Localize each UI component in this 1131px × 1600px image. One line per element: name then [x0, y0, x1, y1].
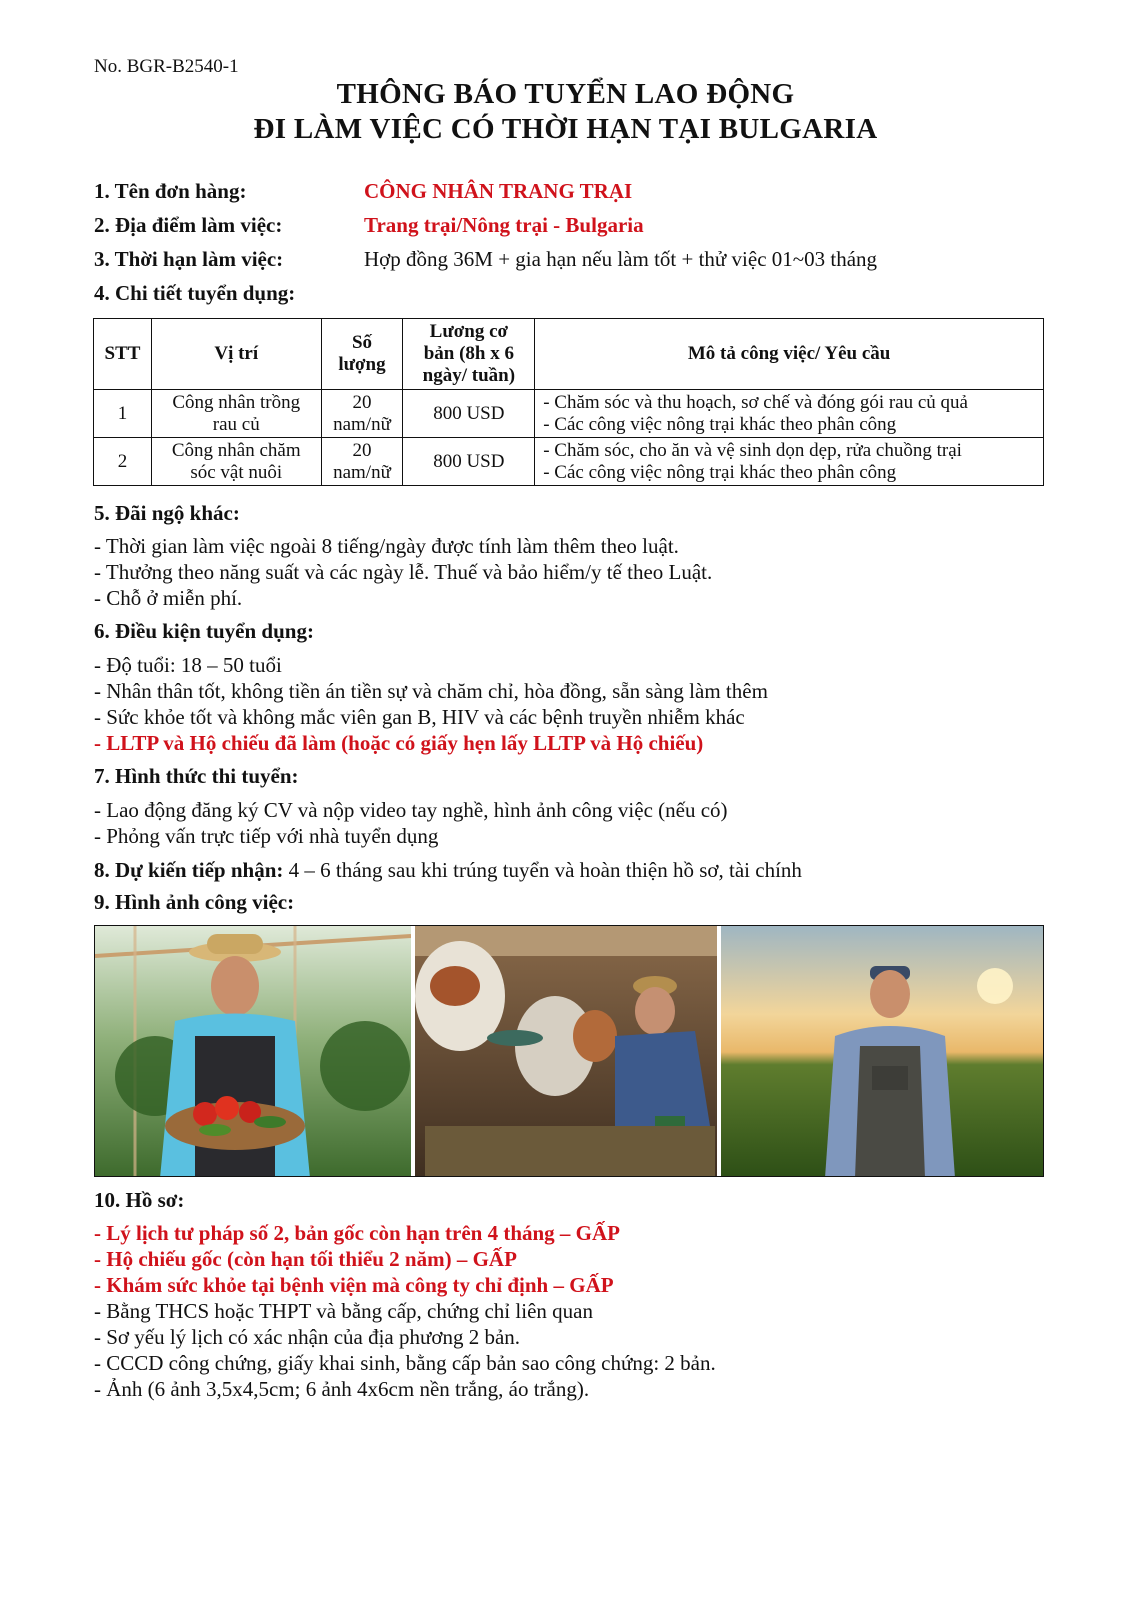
expected-label: 8. Dự kiến tiếp nhận:	[94, 858, 284, 882]
cell-salary: 800 USD	[403, 390, 535, 438]
exam-item: - Phỏng vấn trực tiếp với nhà tuyển dụng	[94, 824, 439, 848]
header-qty-line: Số	[351, 332, 373, 353]
title-line-1: THÔNG BÁO TUYỂN LAO ĐỘNG	[336, 78, 795, 110]
farmer-in-field-photo	[721, 926, 1044, 1177]
header-salary-line: bản (8h x 6	[423, 343, 514, 364]
work-term-row	[94, 246, 877, 272]
cell-line: - Chăm sóc, cho ăn và vệ sinh dọn dẹp, rửa chuồng trại	[543, 439, 962, 461]
cell-line: sóc vật nuôi	[190, 461, 283, 483]
work-photos	[95, 926, 1044, 1177]
exam-heading: 7. Hình thức thi tuyển:	[94, 764, 299, 788]
work-term-label: 3. Thời hạn làm việc:	[94, 247, 284, 271]
header-stt: STT	[94, 319, 152, 390]
cell-description	[535, 390, 1044, 438]
work-place-row	[94, 212, 644, 238]
farmer-feeding-cows-photo	[415, 926, 717, 1177]
order-name-label: 1. Tên đơn hàng:	[94, 179, 247, 203]
cell-position	[151, 438, 321, 486]
title-line-2: ĐI LÀM VIỆC CÓ THỜI HẠN TẠI BULGARIA	[253, 113, 878, 145]
document-urgent-item: - Lý lịch tư pháp số 2, bản gốc còn hạn trên 4 tháng – GẤP	[94, 1221, 621, 1245]
table-row	[94, 390, 1044, 438]
expected-row	[94, 857, 802, 883]
table-header-row	[94, 319, 1044, 390]
benefit-item: - Chỗ ở miễn phí.	[94, 586, 243, 610]
header-salary-line: ngày/ tuần)	[422, 365, 516, 386]
document-item: - Sơ yếu lý lịch có xác nhận của địa phương 2 bản.	[94, 1325, 521, 1349]
cell-line: nam/nữ	[333, 413, 391, 435]
cell-line: - Các công việc nông trại khác theo phân công	[543, 461, 897, 483]
header-position: Vị trí	[151, 319, 321, 390]
document-number: No. BGR-B2540-1	[94, 56, 239, 77]
expected-value: 4 – 6 tháng sau khi trúng tuyển và hoàn thiện hồ sơ, tài chính	[283, 858, 802, 882]
cell-line: 20	[352, 391, 372, 413]
cell-line: rau củ	[212, 413, 260, 435]
images-heading: 9. Hình ảnh công việc:	[94, 890, 295, 914]
header-qty	[321, 319, 403, 390]
cell-line: 20	[352, 439, 372, 461]
table-row	[94, 438, 1044, 486]
header-qty-line: lượng	[338, 354, 386, 375]
document-item: - CCCD công chứng, giấy khai sinh, bằng cấp bản sao công chứng: 2 bản.	[94, 1351, 716, 1375]
document-urgent-item: - Khám sức khỏe tại bệnh viện mà công ty chỉ định – GẤP	[94, 1273, 614, 1297]
recruitment-detail-heading: 4. Chi tiết tuyển dụng:	[94, 281, 296, 305]
farmer-with-vegetables-photo	[95, 926, 411, 1177]
header-salary-line: Lương cơ	[429, 321, 509, 342]
cell-description	[535, 438, 1044, 486]
condition-item: - Nhân thân tốt, không tiền án tiền sự và chăm chỉ, hòa đồng, sẵn sàng làm thêm	[94, 679, 768, 703]
document-item: - Ảnh (6 ảnh 3,5x4,5cm; 6 ảnh 4x6cm nền trắng, áo trắng).	[94, 1377, 590, 1401]
order-name-value: CÔNG NHÂN TRANG TRẠI	[364, 179, 633, 203]
header-salary	[403, 319, 535, 390]
work-photos-strip	[94, 925, 1044, 1177]
cell-position	[151, 390, 321, 438]
cell-stt: 1	[94, 390, 152, 438]
benefits-heading: 5. Đãi ngộ khác:	[94, 501, 240, 525]
cell-stt: 2	[94, 438, 152, 486]
cell-line: Công nhân chăm	[171, 439, 301, 461]
cell-salary: 800 USD	[403, 438, 535, 486]
document-urgent-item: - Hộ chiếu gốc (còn hạn tối thiểu 2 năm) – GẤP	[94, 1247, 517, 1271]
cell-qty	[321, 390, 403, 438]
order-name-row	[94, 178, 632, 204]
work-place-label: 2. Địa điểm làm việc:	[94, 213, 283, 237]
documents-heading: 10. Hồ sơ:	[94, 1188, 185, 1212]
cell-line: nam/nữ	[333, 461, 391, 483]
conditions-heading: 6. Điều kiện tuyển dụng:	[94, 619, 314, 643]
benefit-item: - Thời gian làm việc ngoài 8 tiếng/ngày được tính làm thêm theo luật.	[94, 534, 679, 558]
condition-item: - Độ tuổi: 18 – 50 tuổi	[94, 653, 282, 677]
cell-line: Công nhân trồng	[172, 391, 301, 413]
cell-line: - Chăm sóc và thu hoạch, sơ chế và đóng gói rau củ quả	[543, 391, 968, 413]
recruitment-table	[93, 318, 1044, 486]
cell-line: - Các công việc nông trại khác theo phân công	[543, 413, 897, 435]
work-place-value: Trang trại/Nông trại - Bulgaria	[364, 213, 644, 237]
document-item: - Bằng THCS hoặc THPT và bằng cấp, chứng chỉ liên quan	[94, 1299, 593, 1323]
condition-item: - Sức khỏe tốt và không mắc viên gan B, HIV và các bệnh truyền nhiễm khác	[94, 705, 745, 729]
cell-qty	[321, 438, 403, 486]
condition-highlight: - LLTP và Hộ chiếu đã làm (hoặc có giấy hẹn lấy LLTP và Hộ chiếu)	[94, 731, 704, 755]
work-term-value: Hợp đồng 36M + gia hạn nếu làm tốt + thử việc 01~03 tháng	[364, 247, 878, 271]
exam-item: - Lao động đăng ký CV và nộp video tay nghề, hình ảnh công việc (nếu có)	[94, 798, 728, 822]
header-description: Mô tả công việc/ Yêu cầu	[535, 319, 1044, 390]
benefit-item: - Thưởng theo năng suất và các ngày lễ. Thuế và bảo hiểm/y tế theo Luật.	[94, 560, 713, 584]
